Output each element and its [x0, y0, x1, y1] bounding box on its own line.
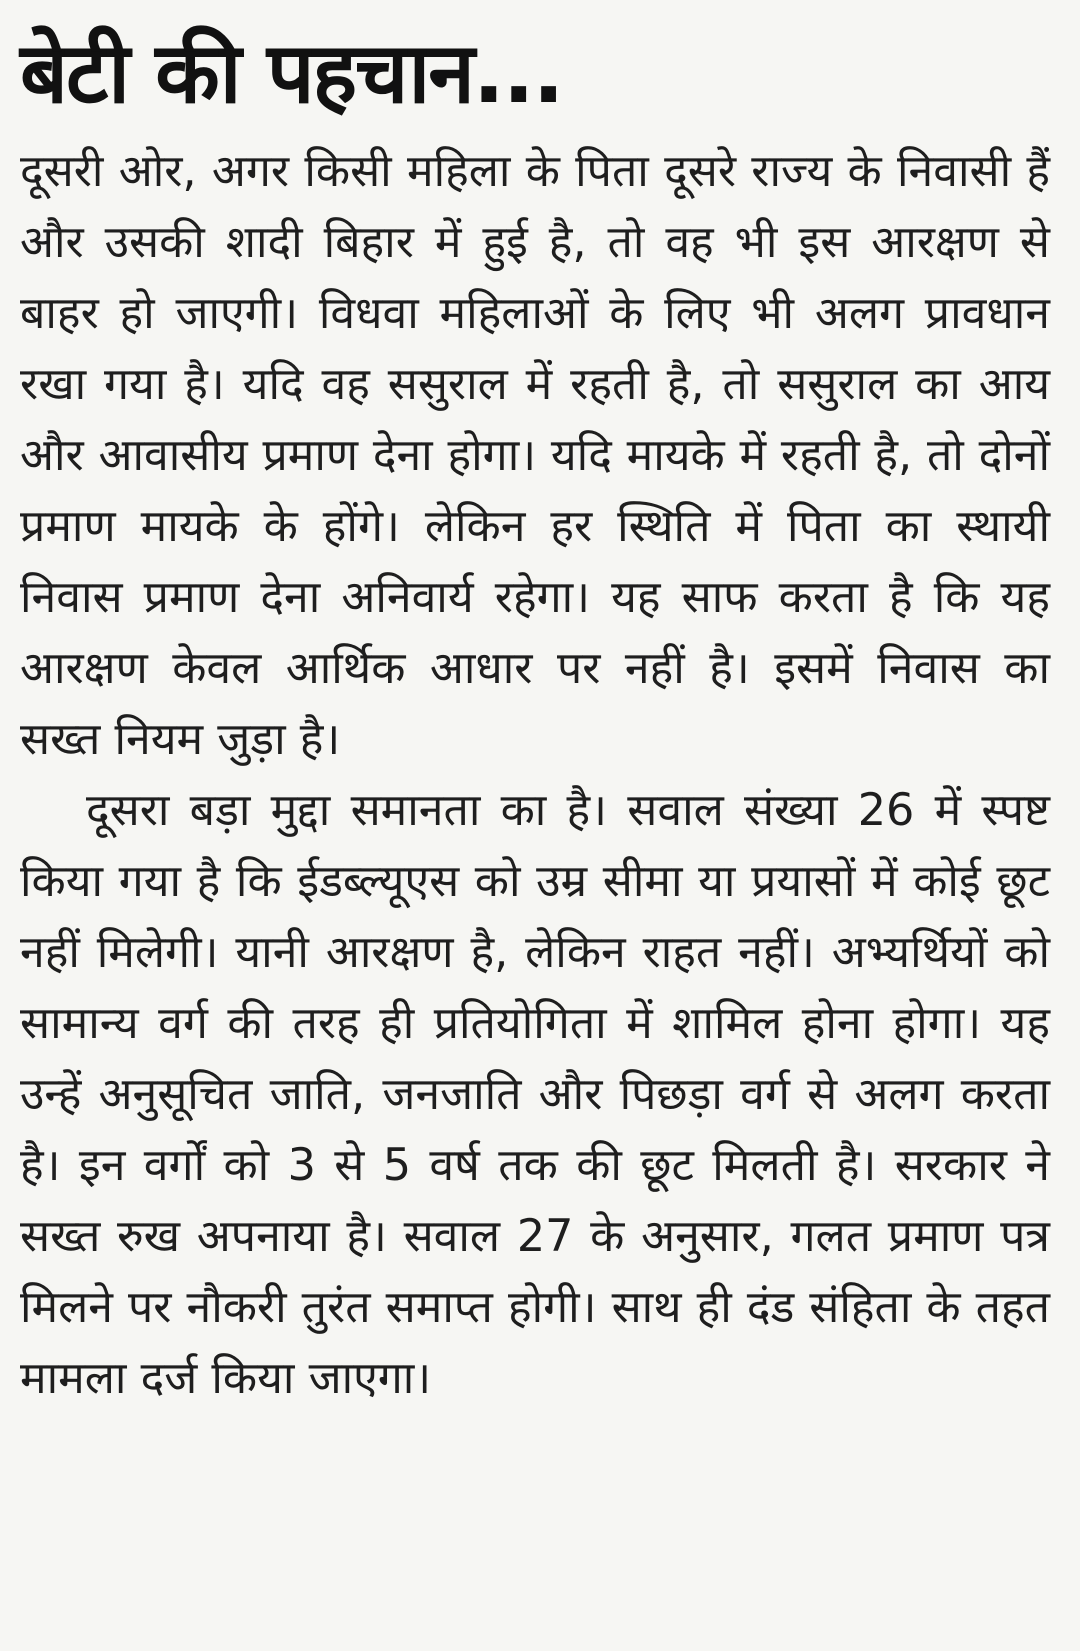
article-paragraph-2: दूसरा बड़ा मुद्दा समानता का है। सवाल संख्या 26 में स्पष्ट किया गया है कि ईडब्ल्यूएस को उम्र सीमा या प्रयासों में कोई छूट नहीं मिलेगी। यानी आरक्षण है, लेकिन राहत नहीं। अभ्यर्थियों को सामान्य वर्ग की तरह ही प्रतियोगिता में शामिल होना होगा। यह उन्हें अनुसूचित जाति, जनजाति और पिछड़ा वर्ग से अलग करता है। इन वर्गों को 3 से 5 वर्ष तक की छूट मिलती है। सरकार ने सख्त रुख अपनाया है। सवाल 27 के अनुसार, गलत प्रमाण पत्र मिलने पर नौकरी तुरंत समाप्त होगी। साथ ही दंड संहिता के तहत मामला दर्ज किया जाएगा।	[20, 785, 1050, 1404]
article-body	[20, 136, 1050, 1414]
article-headline: बेटी की पहचान...	[20, 24, 563, 122]
article-paragraph-1: दूसरी ओर, अगर किसी महिला के पिता दूसरे राज्य के निवासी हैं और उसकी शादी बिहार में हुई है, तो वह भी इस आरक्षण से बाहर हो जाएगी। विधवा महिलाओं के लिए भी अलग प्रावधान रखा गया है। यदि वह ससुराल में रहती है, तो ससुराल का आय और आवासीय प्रमाण देना होगा। यदि मायके में रहती है, तो दोनों प्रमाण मायके के होंगे। लेकिन हर स्थिति में पिता का स्थायी निवास प्रमाण देना अनिवार्य रहेगा। यह साफ करता है कि यह आरक्षण केवल आर्थिक आधार पर नहीं है। इसमें निवास का सख्त नियम जुड़ा है।	[20, 146, 1050, 765]
